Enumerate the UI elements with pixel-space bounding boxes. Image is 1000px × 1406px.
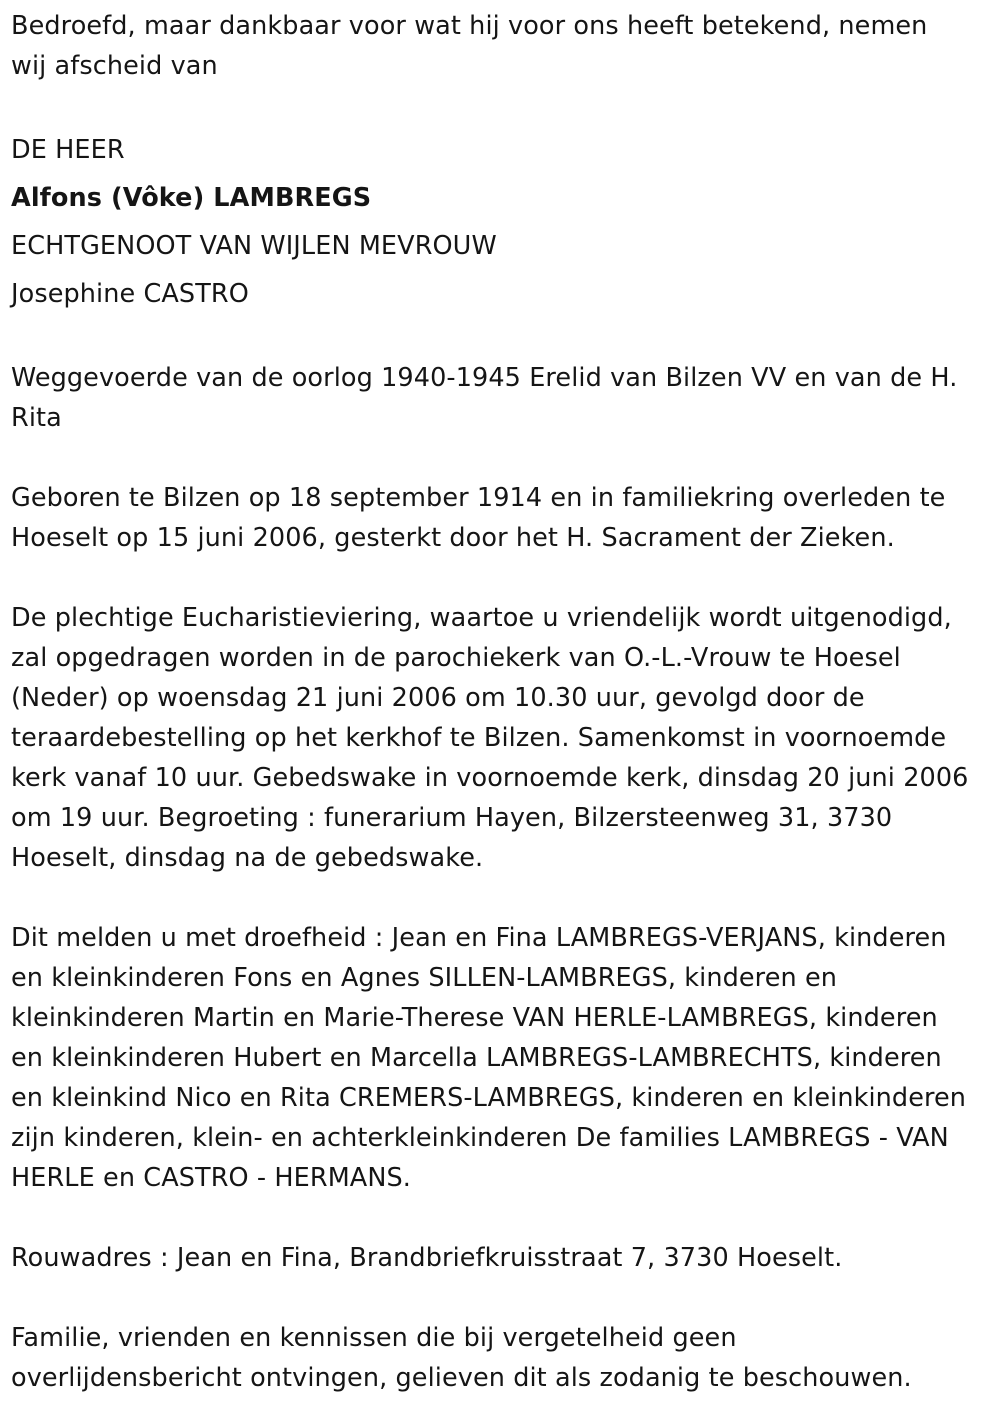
family-paragraph: Dit melden u met droefheid : Jean en Fina LAMBREGS-VERJANS, kinderen en kleinkinderen Fons en Agnes SILLEN-LAMBREGS, kinderen en kleinkinderen Martin en Marie-Therese VAN HERLE-LAMBREGS, kinderen en kleinkinderen Hubert en Marcella LAMBREGS-LAMBRECHTS, kinderen en kleinkind Nico en Rita CREMERS-LAMBREGS, kinderen en kleinkinderen zijn kinderen, klein- en achterkleinkinderen De families LAMBREGS - VAN HERLE en CASTRO - HERMANS. — [11, 923, 967, 1193]
spouse-name: Josephine CASTRO — [11, 279, 249, 309]
spacer — [11, 878, 991, 918]
spacer — [11, 318, 991, 358]
honors-paragraph: Weggevoerde van de oorlog 1940-1945 Erelid van Bilzen VV en van de H. Rita — [11, 363, 958, 433]
intro-paragraph: Bedroefd, maar dankbaar voor wat hij voor ons heeft betekend, nemen wij afscheid van — [11, 11, 928, 81]
spouse-title: ECHTGENOOT VAN WIJLEN MEVROUW — [11, 231, 497, 261]
spacer — [11, 1198, 991, 1238]
title-line: DE HEER — [11, 135, 125, 165]
deceased-name: Alfons (Vôke) LAMBREGS — [11, 183, 372, 213]
spacer — [11, 438, 991, 478]
birth-death-paragraph: Geboren te Bilzen op 18 september 1914 en in familiekring overleden te Hoeselt op 15 juni 2006, gesterkt door het H. Sacrament der Zieken. — [11, 483, 946, 553]
ceremony-paragraph: De plechtige Eucharistieviering, waartoe u vriendelijk wordt uitgenodigd, zal opgedragen worden in de parochiekerk van O.-L.-Vrouw te Hoesel (Neder) op woensdag 21 juni 2006 om 10.30 uur, gevolgd door de teraardebestelling op het kerkhof te Bilzen. Samenkomst in voornoemde kerk vanaf 10 uur. Gebedswake in voornoemde kerk, dinsdag 20 juni 2006 om 19 uur. Begroeting : funerarium Hayen, Bilzersteenweg 31, 3730 Hoeselt, dinsdag na de gebedswake. — [11, 603, 969, 873]
address-paragraph: Rouwadres : Jean en Fina, Brandbriefkruisstraat 7, 3730 Hoeselt. — [11, 1243, 843, 1273]
spacer — [11, 86, 991, 126]
spacer — [11, 1278, 991, 1318]
obituary-document — [11, 6, 991, 1398]
closing-paragraph: Familie, vrienden en kennissen die bij vergetelheid geen overlijdensbericht ontvingen, gelieven dit als zodanig te beschouwen. — [11, 1323, 912, 1393]
spacer — [11, 558, 991, 598]
